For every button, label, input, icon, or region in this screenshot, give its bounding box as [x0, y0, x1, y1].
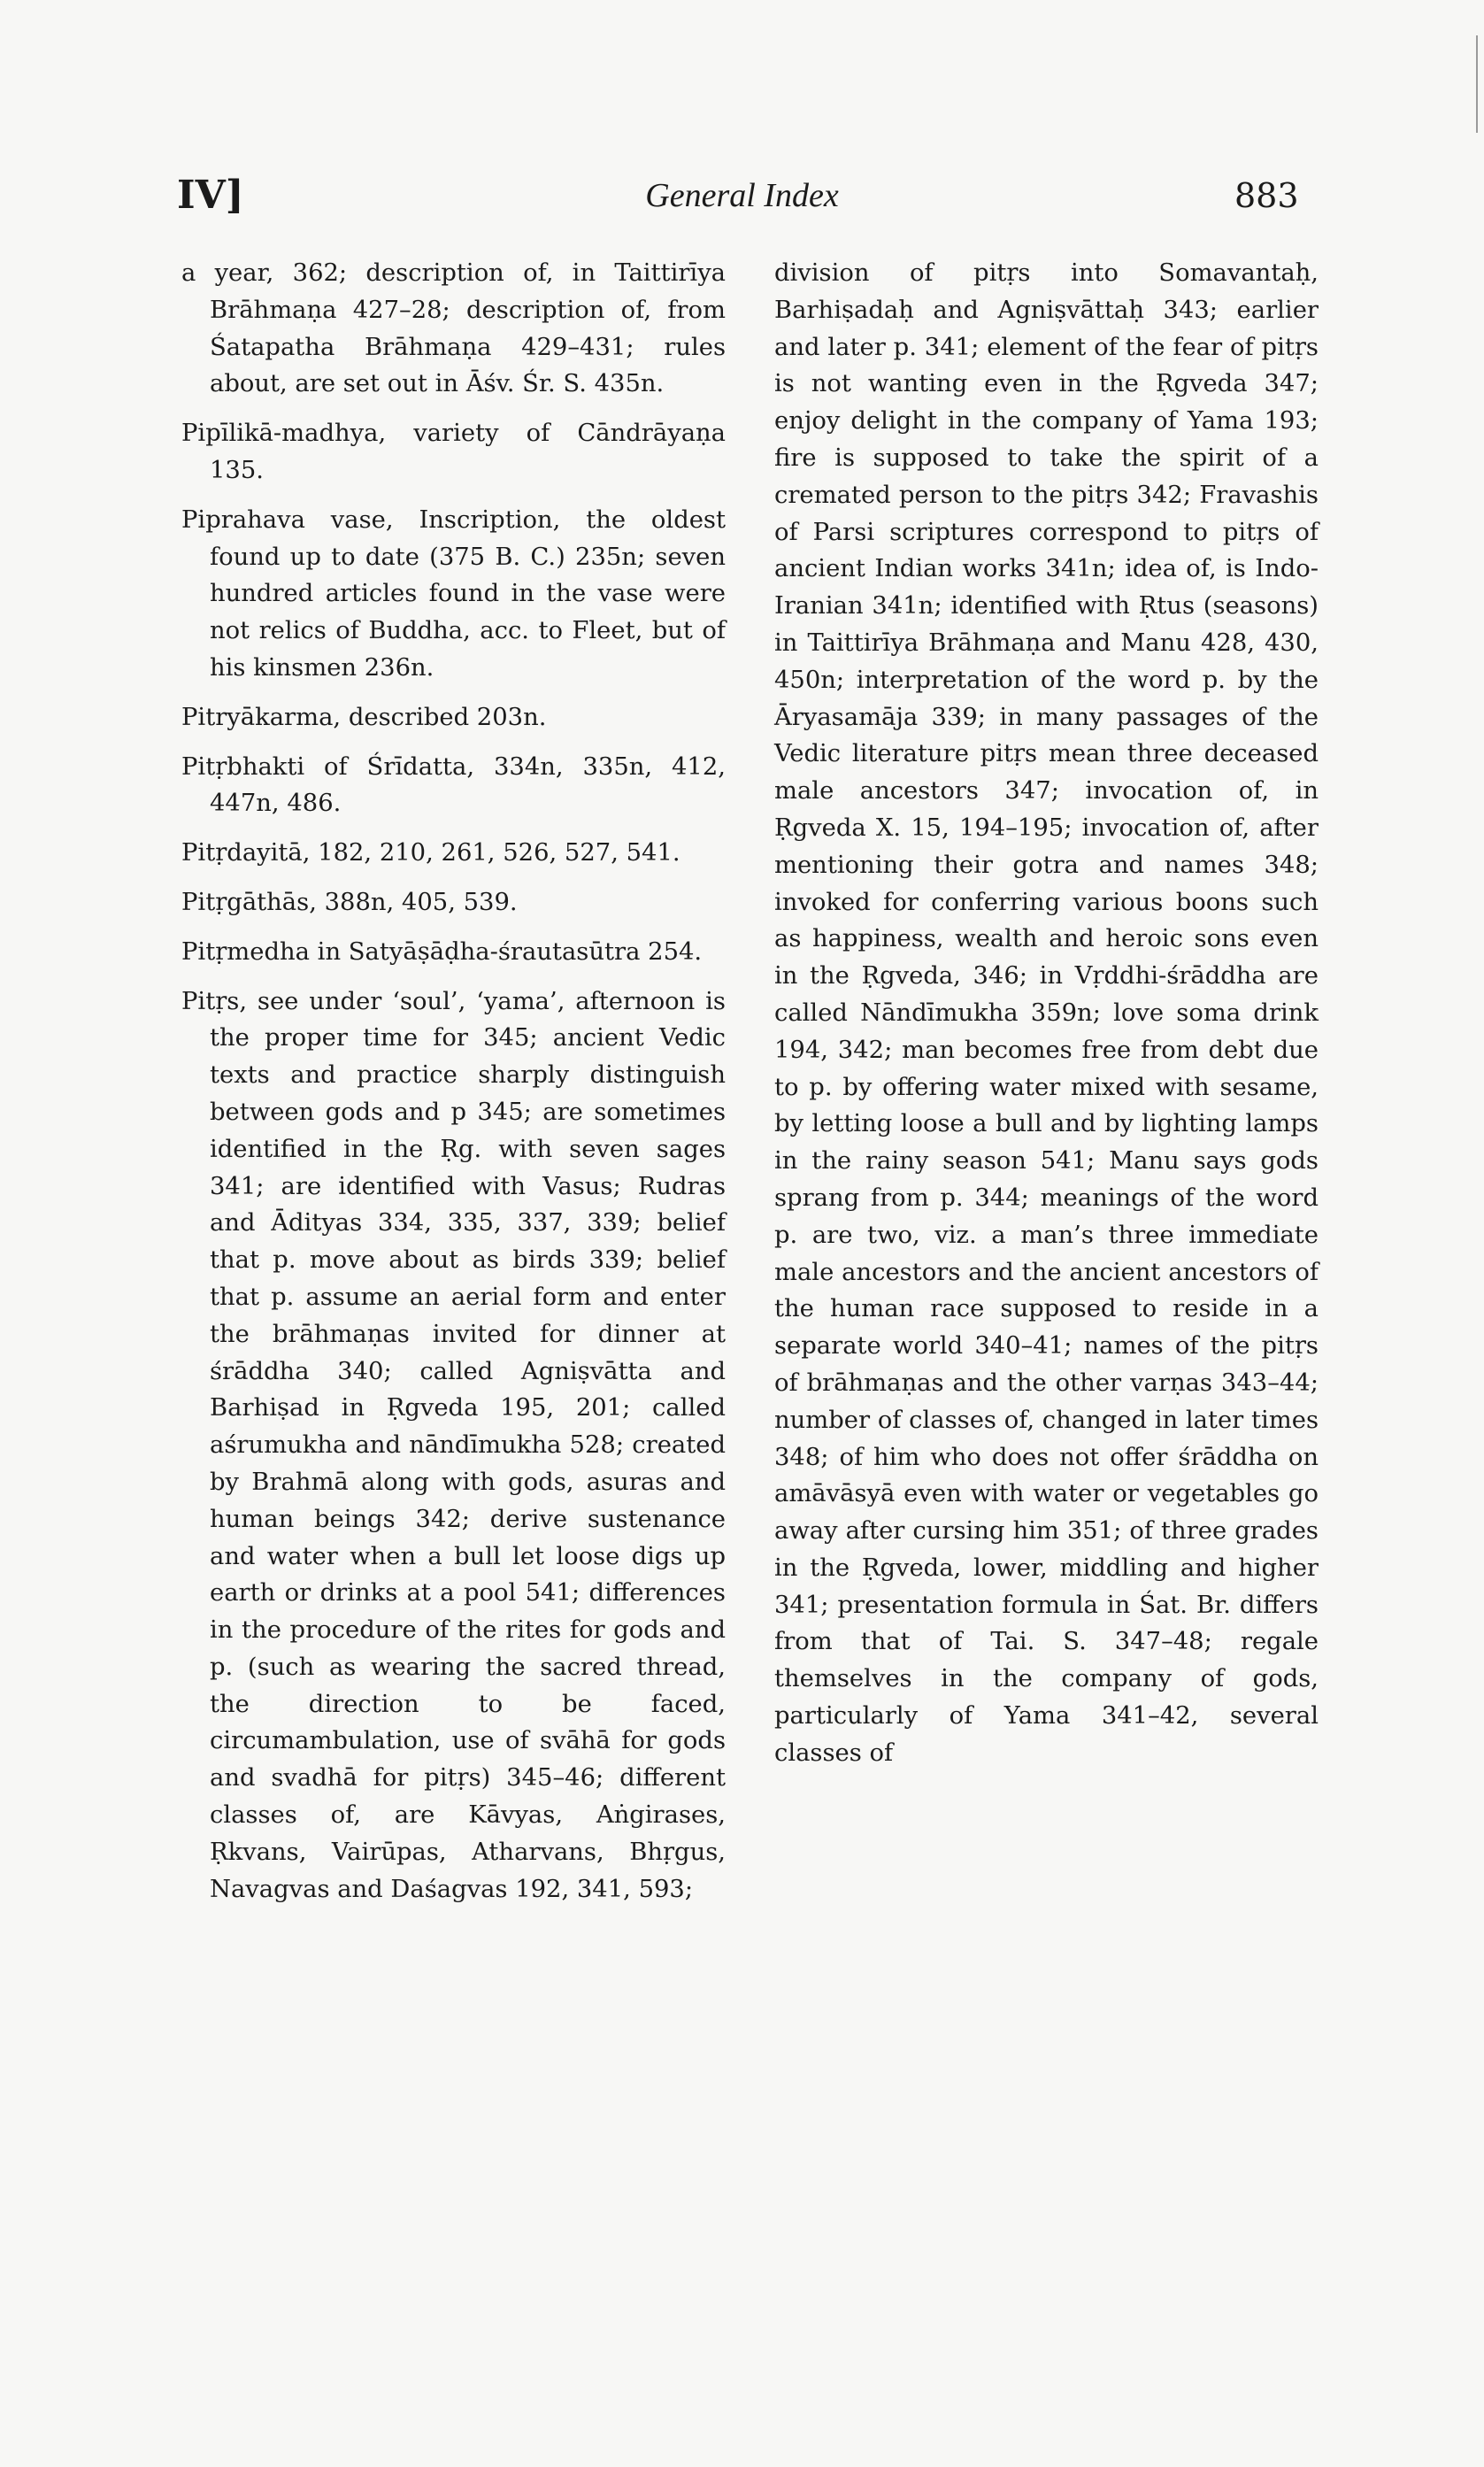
- margin-rule: [1476, 35, 1478, 133]
- index-entry-year: a year, 362; description of, in Taittirīya Brāhmaṇa 427–28; description of, from Śatapatha Brāhmaṇa 429–431; rules about, are set out in Āśv. Śr. S. 435n.: [181, 259, 726, 398]
- index-entry-piprahava-vase: Piprahava vase, Inscription, the oldest found up to date (375 B. C.) 235n; seven hundred articles found in the vase were not relics of Buddha, acc. to Fleet, but of his kinsmen 236n.: [181, 505, 726, 682]
- index-entry-pitrgathas: Pitṛgāthās, 388n, 405, 539.: [181, 888, 518, 916]
- index-entry-pitrs: Pitṛs, see under ‘soul’, ‘yama’, afternoon is the proper time for 345; ancient Vedic texts and practice sharply distinguish between gods and p 345; are sometimes identified in the Ṛg. with seven sages 341; are identified with Vasus; Rudras and Ādityas 334, 335, 337, 339; belief that p. move about as birds 339; belief that p. assume an aerial form and enter the brāhmaṇas invited for dinner at śrāddha 340; called Agniṣvātta and Barhiṣad in Ṛgveda 195, 201; called aśrumukha and nāndīmukha 528; created by Brahmā along with gods, asuras and human beings 342; derive sustenance and water when a bull let loose digs up earth or drinks at a pool 541; differences in the procedure of the rites for gods and p. (such as wearing the sacred thread, the direction to be faced, circumambulation, use of svāhā for gods and svadhā for pitṛs) 345–46; different classes of, are Kāvyas, Aṅgirases, Ṛkvans, Vairūpas, Atharvans, Bhṛgus, Navagvas and Daśagvas 192, 341, 593;: [181, 987, 726, 1903]
- section-label: IV]: [177, 173, 244, 218]
- page-number: 883: [1234, 176, 1299, 215]
- index-entry-pitrs-continued: division of pitṛs into Somavantaḥ, Barhiṣadaḥ and Agniṣvāttaḥ 343; earlier and later p. 341; element of the fear of pitṛs is not wanting even in the Ṛgveda 347; enjoy delight in the company of Yama 193; fire is supposed to take the spirit of a cremated person to the pitṛs 342; Fravashis of Parsi scriptures correspond to pitṛs of ancient Indian works 341n; idea of, is Indo-Iranian 341n; identified with Ṛtus (seasons) in Taittirīya Brāhmaṇa and Manu 428, 430, 450n; interpretation of the word p. by the Āryasamāja 339; in many passages of the Vedic literature pitṛs mean three deceased male ancestors 347; invocation of, in Ṛgveda X. 15, 194–195; invocation of, after mentioning their gotra and names 348; invoked for conferring various boons such as happiness, wealth and heroic sons even in the Ṛgveda, 346; in Vṛddhi-śrāddha are called Nāndīmukha 359n; love soma drink 194, 342; man becomes free from debt due to p. by offering water mixed with sesame, by letting loose a bull and by lighting lamps in the rainy season 541; Manu says gods sprang from p. 344; meanings of the word p. are two, viz. a man’s three immediate male ancestors and the ancient ancestors of the human race supposed to reside in a separate world 340–41; names of the pitṛs of brāhmaṇas and the other varṇas 343–44; number of classes of, changed in later times 348; of him who does not offer śrāddha on amāvāsyā even with water or vegetables go away after cursing him 351; of three grades in the Ṛgveda, lower, middling and higher 341; presentation formula in Śat. Br. differs from that of Tai. S. 347–48; regale themselves in the company of gods, particularly of Yama 341–42, several classes of: [774, 259, 1319, 1767]
- index-entry-pipilika-madhya: Pipīlikā-madhya, variety of Cāndrāyaṇa 135.: [181, 420, 726, 484]
- index-entry-pitrdayita: Pitṛdayitā, 182, 210, 261, 526, 527, 541.: [181, 839, 680, 867]
- page-header: [0, 173, 1484, 226]
- index-entry-pitrmedha: Pitṛmedha in Satyāṣāḍha-śrautasūtra 254.: [181, 937, 703, 966]
- index-entry-pitryakarma: Pitryākarma, described 203n.: [181, 703, 547, 731]
- running-title: General Index: [645, 177, 839, 214]
- left-column: [181, 255, 726, 1920]
- index-entry-pitrbhakti: Pitṛbhakti of Śrīdatta, 334n, 335n, 412, 447n, 486.: [181, 752, 726, 818]
- right-column: [774, 255, 1319, 1772]
